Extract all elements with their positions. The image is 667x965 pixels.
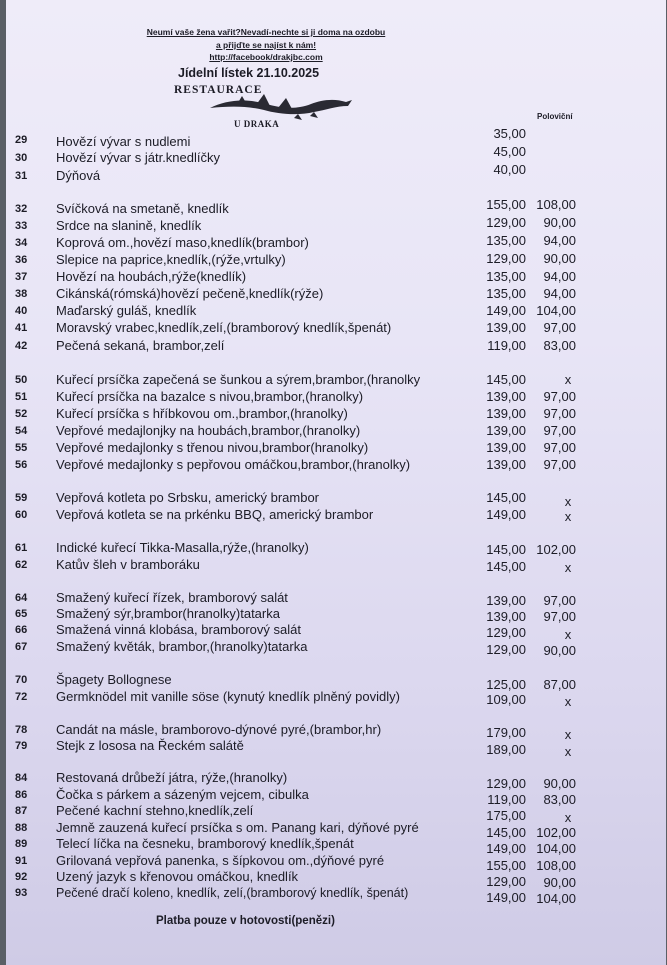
- item-price: 149,00: [486, 303, 526, 318]
- item-price: 125,00: [486, 677, 526, 692]
- menu-item: [6, 540, 666, 556]
- item-half-price: x: [564, 494, 572, 509]
- item-half-price: 90,00: [543, 251, 576, 266]
- restaurant-logo-name: RESTAURACE: [174, 84, 263, 96]
- item-number: 59: [15, 492, 28, 504]
- item-half-price: 97,00: [543, 457, 576, 472]
- item-name: Stejk z lososa na Řeckém salátě: [56, 738, 244, 753]
- item-price: 139,00: [486, 440, 526, 455]
- item-number: 29: [15, 134, 28, 146]
- menu-item: [6, 286, 666, 302]
- item-number: 34: [15, 237, 28, 249]
- item-name: Jemně zauzená kuřecí prsíčka s om. Panang kari, dýňové pyré: [56, 820, 419, 835]
- menu-sheet: [6, 0, 666, 965]
- item-half-price: 83,00: [543, 338, 576, 353]
- item-price: 139,00: [486, 609, 526, 624]
- menu-item: [6, 869, 666, 890]
- item-number: 72: [15, 691, 28, 703]
- item-name: Svíčková na smetaně, knedlík: [56, 201, 229, 216]
- item-name: Restovaná drůbeží játra, rýže,(hranolky): [56, 770, 288, 785]
- item-name: Vepřová kotleta se na prkénku BBQ, americký brambor: [56, 507, 374, 522]
- item-half-price: x: [564, 727, 572, 742]
- item-half-price: 108,00: [536, 197, 576, 212]
- menu-item: [6, 803, 666, 825]
- item-name: Kuřecí prsíčka na bazalce s nivou,brambor,(hranolky): [56, 389, 364, 404]
- menu-item: [6, 389, 666, 405]
- item-half-price: 87,00: [543, 677, 576, 692]
- item-price: 119,00: [487, 792, 526, 807]
- item-half-price: 97,00: [543, 389, 576, 404]
- header-note-1: Neumí vaše žena vařit?Nevadí-nechte si ji doma na ozdobu: [146, 27, 386, 37]
- menu-item: [6, 787, 666, 807]
- menu-item: [6, 338, 666, 354]
- menu-item: [6, 372, 666, 388]
- item-name: Smažený květák, brambor,(hranolky)tatarka: [56, 639, 308, 654]
- item-half-price: 108,00: [536, 858, 576, 873]
- item-price: 129,00: [486, 776, 526, 791]
- item-number: 65: [15, 608, 28, 620]
- item-price: 139,00: [486, 423, 526, 438]
- item-name: Hovězí na houbách,rýže(knedlík): [56, 269, 247, 284]
- item-number: 88: [15, 822, 28, 834]
- item-number: 32: [15, 203, 28, 215]
- item-half-price: 97,00: [543, 593, 576, 608]
- menu-item: [6, 738, 666, 759]
- item-half-price: x: [564, 627, 572, 642]
- item-number: 84: [15, 772, 28, 784]
- item-number: 33: [15, 220, 28, 232]
- item-price: 139,00: [486, 593, 526, 608]
- item-price: 139,00: [486, 389, 526, 404]
- menu-item: [6, 303, 666, 319]
- item-price: 149,00: [486, 507, 526, 522]
- item-number: 79: [15, 740, 28, 752]
- menu-item: [6, 126, 666, 149]
- item-number: 42: [15, 340, 28, 352]
- item-number: 51: [15, 391, 28, 403]
- item-price: 145,00: [486, 559, 526, 574]
- menu-item: [6, 235, 666, 251]
- item-number: 38: [15, 288, 28, 300]
- item-name: Pečená sekaná, brambor,zelí: [56, 338, 225, 353]
- menu-item: [6, 490, 666, 509]
- item-name: Smažená vinná klobása, bramborový salát: [56, 622, 301, 637]
- menu-item: [6, 722, 666, 742]
- payment-note: Platba pouze v hotovosti(penězi): [156, 915, 335, 927]
- item-name: Hovězí vývar s játr.knedlíčky: [56, 150, 220, 165]
- item-price: 45,00: [493, 144, 526, 159]
- item-price: 135,00: [486, 269, 526, 284]
- item-number: 60: [15, 509, 28, 521]
- menu-item: [6, 557, 666, 573]
- menu-item: [6, 252, 666, 268]
- item-half-price: 102,00: [536, 825, 576, 840]
- item-price: 139,00: [486, 406, 526, 421]
- menu-item: [6, 672, 666, 692]
- item-number: 64: [15, 592, 28, 604]
- item-half-price: 94,00: [543, 233, 576, 248]
- item-half-price: 97,00: [543, 423, 576, 438]
- item-half-price: 90,00: [543, 875, 576, 890]
- item-name: Špagety Bollognese: [56, 672, 172, 687]
- item-number: 30: [15, 152, 28, 164]
- restaurant-logo-sub: U DRAKA: [234, 119, 280, 129]
- item-price: 155,00: [486, 197, 526, 212]
- menu-item: [6, 406, 666, 422]
- item-price: 145,00: [486, 542, 526, 557]
- item-price: 129,00: [486, 251, 526, 266]
- item-price: 139,00: [486, 320, 526, 335]
- item-name: Smažený kuřecí řízek, bramborový salát: [56, 590, 288, 605]
- menu-item: [6, 770, 666, 791]
- menu-title: Jídelní lístek 21.10.2025: [178, 66, 320, 80]
- item-number: 87: [15, 805, 28, 817]
- menu-item: [6, 269, 666, 285]
- item-price: 179,00: [486, 725, 526, 740]
- item-number: 52: [15, 408, 28, 420]
- item-name: Katův šleh v bramboráku: [56, 557, 200, 572]
- item-number: 54: [15, 425, 28, 437]
- item-half-price: 90,00: [543, 643, 576, 658]
- item-half-price: x: [564, 560, 572, 575]
- item-half-price: x: [564, 509, 572, 524]
- item-number: 86: [15, 789, 28, 801]
- item-half-price: 97,00: [543, 440, 576, 455]
- half-portion-header: Poloviční: [537, 112, 573, 121]
- item-price: 35,00: [493, 126, 526, 141]
- item-price: 155,00: [486, 858, 526, 873]
- menu-item: [6, 689, 666, 709]
- item-price: 129,00: [486, 874, 526, 889]
- item-half-price: x: [564, 810, 572, 825]
- item-price: 129,00: [486, 215, 526, 230]
- item-number: 41: [15, 322, 28, 334]
- item-price: 109,00: [486, 692, 526, 707]
- item-half-price: 83,00: [543, 792, 576, 807]
- item-number: 56: [15, 459, 28, 471]
- item-half-price: 104,00: [536, 303, 576, 318]
- menu-item: [6, 507, 666, 523]
- item-name: Kuřecí prsíčka s hříbkovou om.,brambor,(hranolky): [56, 406, 348, 421]
- item-name: Cikánská(rómská)hovězí pečeně,knedlík(rýže): [56, 286, 324, 301]
- item-name: Vepřové medajlonky s třenou nivou,brambor(hranolky): [56, 440, 369, 455]
- item-half-price: 90,00: [543, 215, 576, 230]
- item-half-price: 94,00: [543, 269, 576, 284]
- item-name: Grilovaná vepřová panenka, s šípkovou om.,dýňové pyré: [56, 853, 385, 868]
- item-price: 145,00: [486, 825, 526, 840]
- item-name: Vepřové medajlonjky na houbách,brambor,(hranolky): [56, 423, 361, 438]
- item-name: Dýňová: [56, 168, 101, 183]
- menu-item: [6, 440, 666, 456]
- item-name: Smažený sýr,brambor(hranolky)tatarka: [56, 606, 280, 621]
- item-name: Kuřecí prsíčka zapečená se šunkou a sýrem,brambor,(hranolky: [56, 372, 421, 387]
- item-name: Candát na másle, bramborovo-dýnové pyré,(brambor,hr): [56, 722, 382, 737]
- item-price: 145,00: [486, 490, 526, 505]
- item-half-price: 104,00: [536, 891, 576, 906]
- item-price: 135,00: [486, 233, 526, 248]
- item-number: 31: [15, 170, 28, 182]
- menu-item: [6, 590, 666, 606]
- menu-item: [6, 144, 666, 166]
- item-half-price: x: [564, 744, 572, 759]
- item-price: 135,00: [486, 286, 526, 301]
- item-number: 50: [15, 374, 28, 386]
- item-number: 37: [15, 271, 28, 283]
- item-price: 149,00: [486, 841, 526, 856]
- item-price: 139,00: [486, 457, 526, 472]
- menu-item: [6, 606, 666, 622]
- item-half-price: x: [564, 694, 572, 709]
- item-name: Slepice na paprice,knedlík,(rýže,vrtulky): [56, 252, 286, 267]
- item-number: 62: [15, 559, 28, 571]
- item-half-price: x: [564, 372, 572, 387]
- menu-item: [6, 639, 666, 658]
- item-number: 70: [15, 674, 28, 686]
- item-number: 55: [15, 442, 28, 454]
- item-name: Pečené kachní stehno,knedlík,zelí: [56, 803, 254, 818]
- item-name: Moravský vrabec,knedlík,zelí,(bramborový knedlík,špenát): [56, 320, 392, 335]
- item-name: Vepřové medajlonky s pepřovou omáčkou,brambor,(hranolky): [56, 457, 411, 472]
- item-name: Maďarský guláš, knedlík: [56, 303, 197, 318]
- menu-item: [6, 622, 666, 642]
- menu-item: [6, 423, 666, 439]
- item-half-price: 90,00: [543, 776, 576, 791]
- item-price: 175,00: [486, 808, 526, 823]
- item-number: 92: [15, 871, 28, 883]
- item-price: 129,00: [486, 642, 526, 657]
- dragon-logo-icon: [206, 94, 356, 120]
- item-name: Pečené dračí koleno, knedlík, zelí,(bramborový knedlík, špenát): [56, 886, 409, 900]
- item-name: Uzený jazyk s křenovou omáčkou, knedlík: [56, 869, 299, 884]
- item-name: Vepřová kotleta po Srbsku, americký brambor: [56, 490, 320, 505]
- menu-item: [6, 836, 666, 856]
- item-number: 91: [15, 855, 28, 867]
- menu-item: [6, 820, 666, 840]
- item-price: 119,00: [487, 338, 526, 353]
- menu-item: [6, 162, 666, 184]
- item-number: 61: [15, 542, 28, 554]
- menu-item: [6, 885, 666, 906]
- menu-item: [6, 457, 666, 473]
- item-number: 89: [15, 838, 28, 850]
- item-name: Telecí líčka na česneku, bramborový knedlík,špenát: [56, 836, 354, 851]
- item-price: 149,00: [486, 890, 526, 905]
- item-half-price: 97,00: [543, 320, 576, 335]
- item-half-price: 97,00: [543, 609, 576, 624]
- item-price: 40,00: [493, 162, 526, 177]
- menu-item: [6, 215, 666, 234]
- item-number: 40: [15, 305, 28, 317]
- header-note-2: a přijďte se najíst k nám!: [215, 40, 317, 50]
- item-name: Čočka s párkem a sázeným vejcem, cibulka: [56, 787, 309, 802]
- item-number: 67: [15, 641, 28, 653]
- menu-item: [6, 320, 666, 336]
- item-name: Hovězí vývar s nudlemi: [56, 134, 191, 149]
- item-price: 129,00: [486, 625, 526, 640]
- item-half-price: 104,00: [536, 841, 576, 856]
- item-price: 189,00: [486, 742, 526, 757]
- item-number: 66: [15, 624, 28, 636]
- item-name: Koprová om.,hovězí maso,knedlík(brambor): [56, 235, 309, 250]
- item-half-price: 94,00: [543, 286, 576, 301]
- item-price: 145,00: [486, 372, 526, 387]
- item-number: 36: [15, 254, 28, 266]
- item-number: 93: [15, 887, 28, 899]
- item-name: Srdce na slanině, knedlík: [56, 218, 202, 233]
- item-half-price: 102,00: [536, 542, 576, 557]
- item-number: 78: [15, 724, 28, 736]
- item-name: Indické kuřecí Tikka-Masalla,rýže,(hranolky): [56, 540, 309, 555]
- item-name: Germknödel mit vanille söse (kynutý knedlík plněný povidly): [56, 689, 400, 704]
- item-half-price: 97,00: [543, 406, 576, 421]
- facebook-link[interactable]: http://facebook/drakjbc.com: [209, 52, 323, 62]
- menu-item: [6, 853, 666, 873]
